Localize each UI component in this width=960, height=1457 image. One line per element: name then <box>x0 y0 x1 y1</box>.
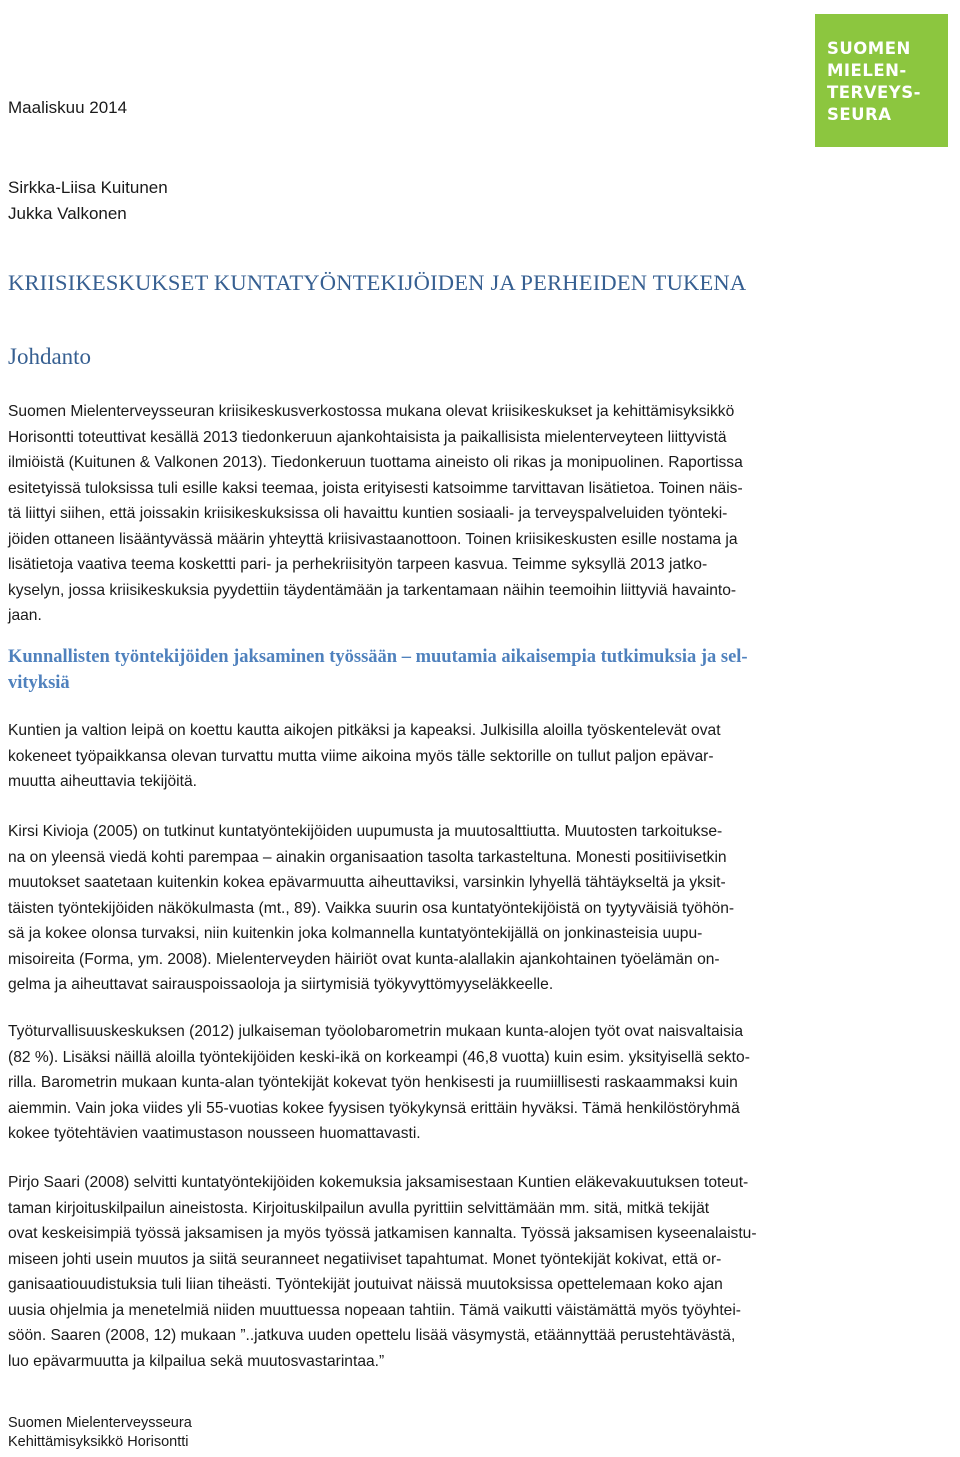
document-title: KRIISIKESKUKSET KUNTATYÖNTEKIJÖIDEN JA PERHEIDEN TUKENA <box>8 270 747 295</box>
logo-line: SUOMEN <box>827 39 911 58</box>
author-name: Sirkka-Liisa Kuitunen <box>8 178 168 197</box>
heading-line: Kunnallisten työntekijöiden jaksaminen työssään – muutamia aikaisempia tutkimuksia ja sel- <box>8 647 748 667</box>
text-line: taman kirjoituskilpailun aineistosta. Kirjoituskilpailun avulla pyrittiin selvittämään mm. sitä, mitkä tekijät <box>8 1199 710 1217</box>
author-name: Jukka Valkonen <box>8 204 127 223</box>
footer-unit: Kehittämisyksikkö Horisontti <box>8 1434 189 1450</box>
text-line: na on yleensä viedä kohti parempaa – ainakin organisaation tasolta tarkasteltuna. Monesti positiivisetkin <box>8 848 727 866</box>
text-line: aiemmin. Vain joka viides yli 55-vuotias kokee fyysisen työkykynsä erittäin hyväksi. Tämä henkilöstöryhmä <box>8 1099 740 1117</box>
text-line: täisten työntekijöiden näkökulmasta (mt., 89). Vaikka suurin osa kuntatyöntekijöistä on tyytyväisiä työhön- <box>8 899 735 917</box>
text-line: ovat keskeisimpiä työssä jaksamisen ja myös työssä jatkamisen kannalta. Työssä jaksamisen kyseenalaistu- <box>8 1225 757 1242</box>
text-line: Työturvallisuuskeskuksen (2012) julkaiseman työolobarometrin mukaan kunta-alojen työt ovat naisvaltaisia <box>8 1023 744 1040</box>
text-line: Kirsi Kivioja (2005) on tutkinut kuntatyöntekijöiden uupumusta ja muutosalttiutta. Muutosten tarkoitukse- <box>8 823 723 840</box>
author-list <box>8 175 168 227</box>
text-line: kyselyn, jossa kriisikeskuksia pyydettiin täydentämään ja tarkentamaan näihin teemoihin liittyviä havainto- <box>8 581 737 599</box>
text-line: luo epävarmuutta ja kilpailua sekä muutosvastarintaa.” <box>8 1352 385 1370</box>
paragraph-4 <box>8 1170 908 1374</box>
document-date: Maaliskuu 2014 <box>8 98 128 117</box>
text-line: Kuntien ja valtion leipä on koettu kautta aikojen pitkäksi ja kapeaksi. Julkisilla aloilla työskentelevät ovat <box>8 722 721 739</box>
text-line: misoireita (Forma, ym. 2008). Mielenterveyden häiriöt ovat kunta-alallakin ajankohtainen työelämän on- <box>8 950 720 968</box>
text-line: ilmiöistä (Kuitunen & Valkonen 2013). Tiedonkeruun tuottama aineisto oli rikas ja monipuolinen. Raportissa <box>8 454 743 471</box>
logo-line: SEURA <box>827 105 892 124</box>
intro-heading: Johdanto <box>8 344 92 369</box>
text-line: rilla. Barometrin mukaan kunta-alan työntekijät kokevat työn henkisesti ja ruumiillisesti raskaammaksi kuin <box>8 1074 738 1091</box>
text-line: uusia ohjelmia ja menetelmiä niiden muuttuessa nopeaan tahtiin. Tämä vaikutti väistämättä myös työyhtei- <box>8 1301 741 1319</box>
text-line: ganisaatiouudistuksia tuli liian tiheästi. Työntekijät joutuivat näissä muutoksissa opettelemaan koko ajan <box>8 1276 723 1293</box>
text-line: kokeneet työpaikkansa olevan turvattu mutta viime aikoina myös tälle sektorille on tullut paljon epävar- <box>8 747 714 765</box>
text-line: esitetyissä tuloksissa tuli esille kaksi teemaa, joista erityisesti katsoimme tarvittavan lisätietoa. Toinen näis- <box>8 479 743 497</box>
text-line: sä ja kokee olonsa turvaksi, niin kuitenkin joka kolmannella kuntatyöntekijällä on jonkinasteisia uupu- <box>8 925 703 942</box>
paragraph-1 <box>8 718 908 795</box>
intro-paragraph <box>8 399 908 629</box>
logo-line: MIELEN- <box>827 61 907 80</box>
text-line: Horisontti toteuttivat kesällä 2013 tiedonkeruun ajankohtaisista ja paikallisista mielenterveyteen liittyvistä <box>8 428 727 446</box>
text-line: jaan. <box>8 607 42 624</box>
heading-line: vityksiä <box>8 673 70 693</box>
text-line: (82 %). Lisäksi näillä aloilla työntekijöiden keski-ikä on korkeampi (46,8 vuotta) kuin esim. yksityisellä sekto- <box>8 1048 750 1066</box>
section-heading <box>8 644 908 696</box>
text-line: Suomen Mielenterveysseuran kriisikeskusverkostossa mukana olevat kriisikeskukset ja kehittämisyksikkö <box>8 403 735 420</box>
text-line: Pirjo Saari (2008) selvitti kuntatyöntekijöiden kokemuksia jaksamisestaan Kuntien eläkevakuutuksen toteut- <box>8 1174 749 1191</box>
logo-line: TERVEYS- <box>827 83 921 102</box>
text-line: muutokset saatetaan kuitenkin kokea epävarmuutta aiheuttaviksi, varsinkin lyhyellä tähtäykseltä ja yksit- <box>8 874 726 891</box>
paragraph-2 <box>8 819 908 998</box>
text-line: kokee työtehtävien vaatimustason nousseen huomattavasti. <box>8 1125 421 1142</box>
organization-logo <box>815 14 948 147</box>
text-line: miseen johti usein muutos ja siitä seuranneet negatiiviset tapahtumat. Monet työntekijät kokivat, että or- <box>8 1250 722 1268</box>
text-line: söön. Saaren (2008, 12) mukaan ”..jatkuva uuden opettelu lisää väsymystä, etäännyttää perustehtävästä, <box>8 1327 736 1344</box>
paragraph-3 <box>8 1019 908 1147</box>
footer <box>8 1414 192 1452</box>
text-line: gelma ja aiheuttavat sairauspoissaoloja ja siirtymisiä työkyvyttömyyseläkkeelle. <box>8 976 554 993</box>
footer-organization: Suomen Mielenterveysseura <box>8 1415 192 1431</box>
text-line: tä liittyi siihen, että joissakin kriisikeskuksissa oli havaittu kuntien sosiaali- ja terveyspalveluiden työnteki- <box>8 505 728 522</box>
text-line: muutta aiheuttavia tekijöitä. <box>8 773 197 790</box>
text-line: jöiden ottaneen lisääntyvässä määrin yhteyttä kriisivastaanottoon. Toinen kriisikeskusten esille nostama ja <box>8 530 738 548</box>
text-line: lisätietoja vaativa teema koskettti pari- ja perhekriisityön tarpeen kasvua. Teimme syksyllä 2013 jatko- <box>8 556 708 573</box>
